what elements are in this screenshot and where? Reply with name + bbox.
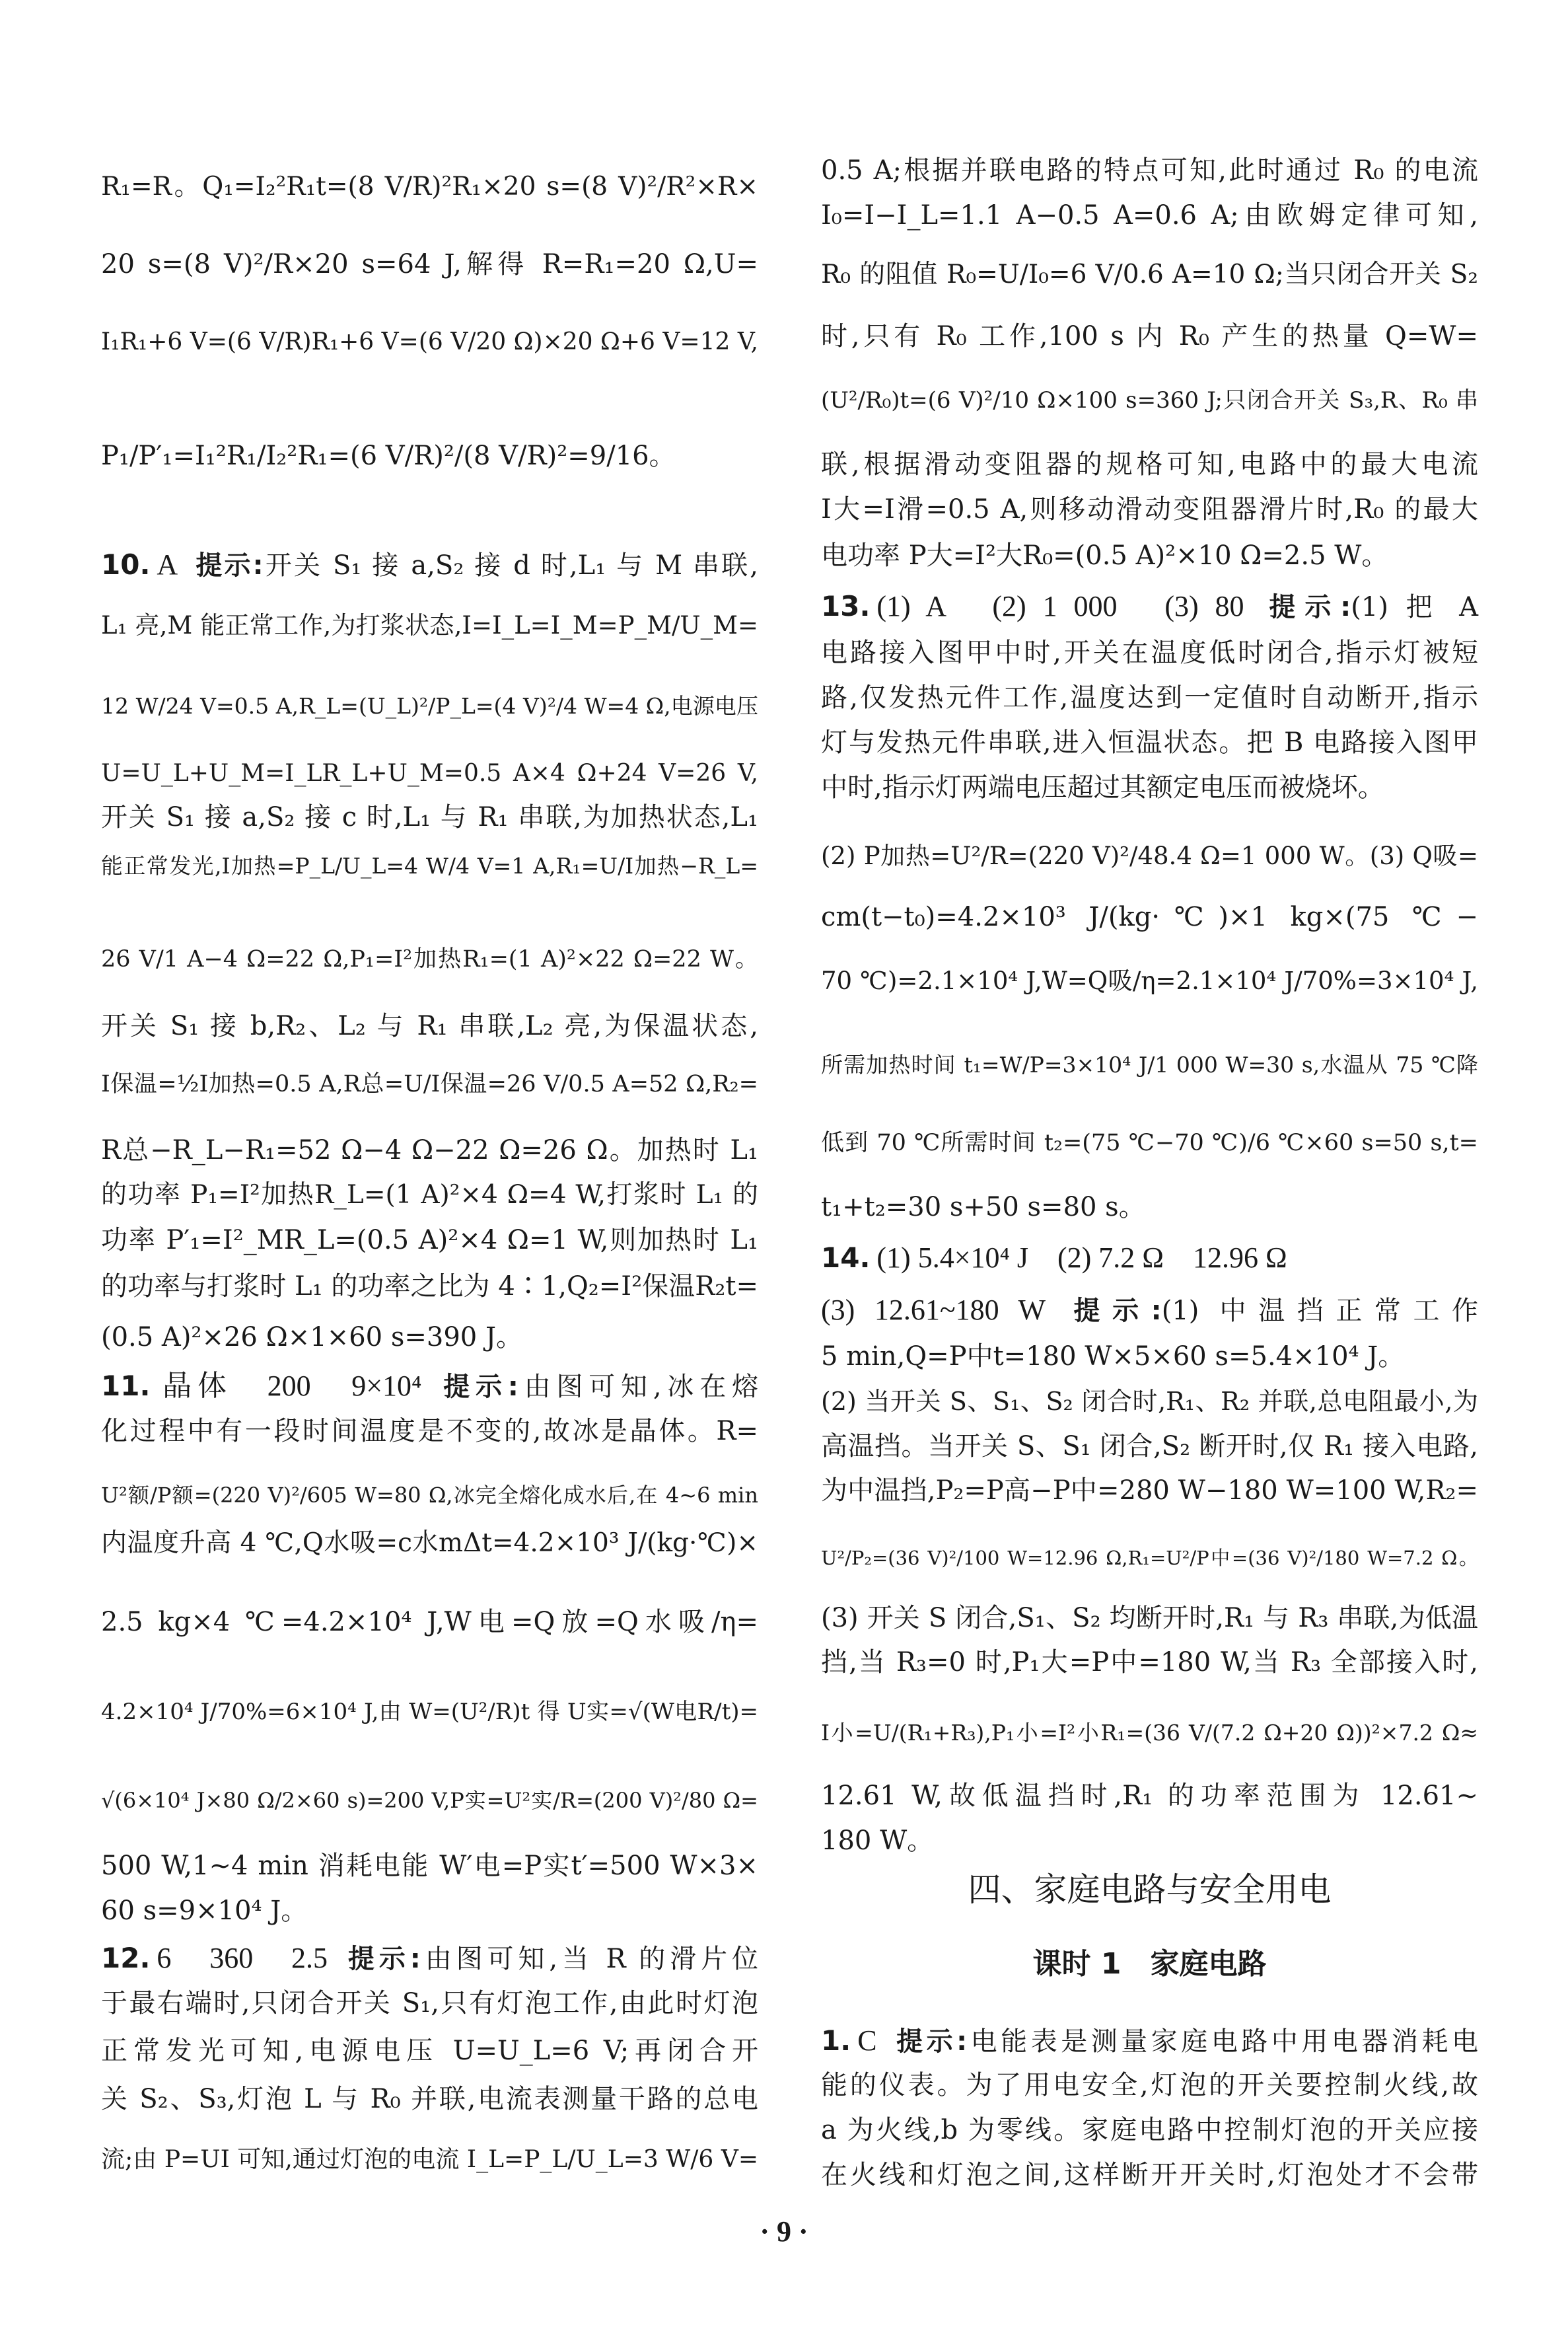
question-number: 12. — [101, 1942, 151, 1975]
text-line: U²/P₂=(36 V)²/100 W=12.96 Ω,R₁=U²/P中=(36 V)²/180 W=7.2 Ω。 — [821, 1547, 1478, 1570]
answer-value: (1) 5.4×10⁴ J (2) 7.2 Ω 12.96 Ω — [876, 1241, 1287, 1274]
text-line: 内温度升高 4 ℃,Q水吸=c水mΔt=4.2×10³ J/(kg·℃)× — [101, 1528, 758, 1558]
answer-value: 晶体 200 9×10⁴ — [157, 1370, 422, 1403]
text-line: 能正常发光,I加热=P_L/U_L=4 W/4 V=1 A,R₁=U/I加热−R_L= — [101, 853, 758, 879]
text-line: 电功率 P大=I²大R₀=(0.5 A)²×10 Ω=2.5 W。 — [821, 540, 1388, 572]
text-line: I大=I滑=0.5 A,则移动滑动变阻器滑片时,R₀ 的最大 — [821, 494, 1478, 525]
hint-text: 开关 S₁ 接 a,S₂ 接 d 时,L₁ 与 M 串联, — [263, 550, 758, 581]
hint-text: 由图可知,当 R 的滑片位 — [420, 1944, 759, 1975]
text-line: I₁R₁+6 V=(6 V/R)R₁+6 V=(6 V/20 Ω)×20 Ω+6 V=12 V, — [101, 328, 758, 355]
text-line: 开关 S₁ 接 a,S₂ 接 c 时,L₁ 与 R₁ 串联,为加热状态,L₁ — [101, 801, 758, 832]
text-line: 流;由 P=UI 可知,通过灯泡的电流 I_L=P_L/U_L=3 W/6 V= — [101, 2146, 758, 2174]
lesson-heading: 课时 1 家庭电路 — [1032, 1947, 1267, 1981]
text-line: 的功率 P₁=I²加热R_L=(1 A)²×4 Ω=4 W,打浆时 L₁ 的 — [101, 1179, 758, 1210]
hint-label: 提示: — [1260, 591, 1351, 622]
text-line: √(6×10⁴ J×80 Ω/2×60 s)=200 V,P实=U²实/R=(200 V)²/80 Ω= — [101, 1787, 758, 1813]
text-line: P₁/P′₁=I₁²R₁/I₂²R₁=(6 V/R)²/(8 V/R)²=9/16。 — [101, 440, 676, 471]
hint-text: (1) 中温挡正常工作 — [1161, 1295, 1479, 1326]
hint-label: 提示: — [892, 2026, 968, 2057]
text-line: 20 s=(8 V)²/R×20 s=64 J,解得 R=R₁=20 Ω,U= — [101, 249, 758, 280]
text-line: (3) 开关 S 闭合,S₁、S₂ 均断开时,R₁ 与 R₃ 串联,为低温 — [821, 1602, 1478, 1633]
text-line: 时,只有 R₀ 工作,100 s 内 R₀ 产生的热量 Q=W= — [821, 320, 1478, 351]
text-line: t₁+t₂=30 s+50 s=80 s。 — [821, 1191, 1145, 1222]
page-number: · 9 · — [760, 2215, 808, 2248]
text-line: 500 W,1~4 min 消耗电能 W′电=P实t′=500 W×3× — [101, 1850, 758, 1881]
question-number: 13. — [821, 589, 871, 622]
hint-label: 提示: — [343, 1944, 421, 1975]
text-line: 功率 P′₁=I²_MR_L=(0.5 A)²×4 Ω=1 W,则加热时 L₁ — [101, 1224, 758, 1255]
question-number: 10. — [101, 548, 151, 581]
text-line: I保温=½I加热=0.5 A,R总=U/I保温=26 V/0.5 A=52 Ω,R₂= — [101, 1071, 758, 1098]
text-line: U=U_L+U_M=I_LR_L+U_M=0.5 A×4 Ω+24 V=26 V, — [101, 760, 758, 788]
text-line: 挡,当 R₃=0 时,P₁大=P中=180 W,当 R₃ 全部接入时, — [821, 1647, 1478, 1678]
text-line: 关 S₂、S₃,灯泡 L 与 R₀ 并联,电流表测量干路的总电 — [101, 2083, 758, 2114]
text-line: 化过程中有一段时间温度是不变的,故冰是晶体。R= — [101, 1416, 758, 1447]
text-line: 中时,指示灯两端电压超过其额定电压而被烧坏。 — [821, 772, 1384, 803]
text-line: 26 V/1 A−4 Ω=22 Ω,P₁=I²加热R₁=(1 A)²×22 Ω=22 W。 — [101, 945, 758, 973]
text-line: 电路接入图甲中时,开关在温度低时闭合,指示灯被短 — [821, 638, 1478, 669]
answer-value: 6 360 2.5 — [157, 1942, 328, 1975]
text-line: a 为火线,b 为零线。家庭电路中控制灯泡的开关应接 — [821, 2115, 1478, 2146]
text-line: 低到 70 ℃所需时间 t₂=(75 ℃−70 ℃)/6 ℃×60 s=50 s,t= — [821, 1129, 1478, 1156]
text-line: 开关 S₁ 接 b,R₂、L₂ 与 R₁ 串联,L₂ 亮,为保温状态, — [101, 1011, 758, 1042]
text-line: 联,根据滑动变阻器的规格可知,电路中的最大电流 — [821, 449, 1478, 480]
text-line: 在火线和灯泡之间,这样断开开关时,灯泡处才不会带 — [821, 2160, 1478, 2191]
answer-value: (1) A (2) 1 000 (3) 80 — [876, 589, 1244, 622]
text-line: 12.61 W,故低温挡时,R₁ 的功率范围为 12.61~ — [821, 1780, 1478, 1811]
text-line: R₁=R。Q₁=I₂²R₁t=(8 V/R)²R₁×20 s=(8 V)²/R²×R× — [101, 171, 758, 202]
text-line: 于最右端时,只闭合开关 S₁,只有灯泡工作,由此时灯泡 — [101, 1988, 758, 2018]
question-number: 14. — [821, 1241, 871, 1274]
text-line: 2.5 kg×4 ℃=4.2×10⁴ J,W电=Q放=Q水吸/η= — [101, 1607, 758, 1638]
text-line: 的功率与打浆时 L₁ 的功率之比为 4∶1,Q₂=I²保温R₂t= — [101, 1271, 758, 1302]
text-line: R₀ 的阻值 R₀=U/I₀=6 V/0.6 A=10 Ω;当只闭合开关 S₂ — [821, 260, 1478, 290]
answer-line — [101, 546, 758, 584]
left-column — [101, 0, 758, 2246]
answer-value: C — [857, 2024, 877, 2057]
text-line: I小=U/(R₁+R₃),P₁小=I²小R₁=(36 V/(7.2 Ω+20 Ω))²×7.2 Ω≈ — [821, 1719, 1478, 1746]
question-number: 1. — [821, 2024, 851, 2057]
text-line: 12 W/24 V=0.5 A,R_L=(U_L)²/P_L=(4 V)²/4 W=4 Ω,电源电压 — [101, 693, 758, 720]
text-line: (2) 当开关 S、S₁、S₂ 闭合时,R₁、R₂ 并联,总电阻最小,为 — [821, 1386, 1478, 1416]
text-line: 为中温挡,P₂=P高−P中=280 W−180 W=100 W,R₂= — [821, 1475, 1478, 1506]
answer-line — [821, 588, 1478, 626]
text-line: L₁ 亮,M 能正常工作,为打浆状态,I=I_L=I_M=P_M/U_M= — [101, 611, 758, 640]
question-number: 11. — [101, 1370, 151, 1403]
hint-label: 提示: — [437, 1372, 518, 1403]
section-heading: 四、家庭电路与安全用电 — [968, 1870, 1332, 1909]
text-line: 4.2×10⁴ J/70%=6×10⁴ J,由 W=(U²/R)t 得 U实=√(W电R/t)= — [101, 1699, 758, 1726]
text-line: R总−R_L−R₁=52 Ω−4 Ω−22 Ω=26 Ω。加热时 L₁ — [101, 1134, 758, 1165]
hint-text: (1) 把 A — [1351, 591, 1478, 622]
text-line: 5 min,Q=P中t=180 W×5×60 s=5.4×10⁴ J。 — [821, 1341, 1405, 1372]
text-line: (2) P加热=U²/R=(220 V)²/48.4 Ω=1 000 W。(3) Q吸= — [821, 841, 1478, 870]
right-column — [821, 0, 1478, 2246]
text-line: I₀=I−I_L=1.1 A−0.5 A=0.6 A;由欧姆定律可知, — [821, 200, 1478, 231]
hint-label: 提示: — [1061, 1295, 1162, 1326]
answer-line — [101, 1940, 758, 1977]
text-line: 60 s=9×10⁴ J。 — [101, 1895, 308, 1926]
text-line: (0.5 A)²×26 Ω×1×60 s=390 J。 — [101, 1321, 522, 1352]
text-line: 能的仪表。为了用电安全,灯泡的开关要控制火线,故 — [821, 2070, 1478, 2101]
text-line: 正常发光可知,电源电压 U=U_L=6 V;再闭合开 — [101, 2036, 758, 2067]
hint-text: 由图可知,冰在熔 — [518, 1372, 758, 1403]
text-line: 70 ℃)=2.1×10⁴ J,W=Q吸/η=2.1×10⁴ J/70%=3×10⁴ J, — [821, 967, 1478, 996]
hint-text: 电能表是测量家庭电路中用电器消耗电 — [967, 2026, 1479, 2057]
text-line: 路,仅发热元件工作,温度达到一定值时自动断开,指示 — [821, 682, 1478, 713]
text-line: 高温挡。当开关 S、S₁ 闭合,S₂ 断开时,仅 R₁ 接入电路, — [821, 1430, 1478, 1461]
text-line: 0.5 A;根据并联电路的特点可知,此时通过 R₀ 的电流 — [821, 155, 1478, 186]
text-line: cm(t−t₀)=4.2×10³ J/(kg·℃)×1 kg×(75 ℃− — [821, 902, 1478, 933]
text-line: 灯与发热元件串联,进入恒温状态。把 B 电路接入图甲 — [821, 727, 1478, 758]
hint-label: 提示: — [194, 550, 264, 581]
answer-line — [821, 1239, 1478, 1277]
text-line: 所需加热时间 t₁=W/P=3×10⁴ J/1 000 W=30 s,水温从 75 ℃降 — [821, 1052, 1478, 1078]
answer-line — [821, 2022, 1478, 2060]
text-line: U²额/P额=(220 V)²/605 W=80 Ω,冰完全熔化成水后,在 4~6 min — [101, 1483, 758, 1508]
answer-line — [821, 1292, 1478, 1329]
text-line: (U²/R₀)t=(6 V)²/10 Ω×100 s=360 J;只闭合开关 S₃,R、R₀ 串 — [821, 387, 1478, 414]
answer-value: (3) 12.61~180 W — [821, 1293, 1046, 1326]
answer-value: A — [157, 548, 178, 581]
answer-line — [101, 1368, 758, 1405]
text-line: 180 W。 — [821, 1825, 934, 1856]
